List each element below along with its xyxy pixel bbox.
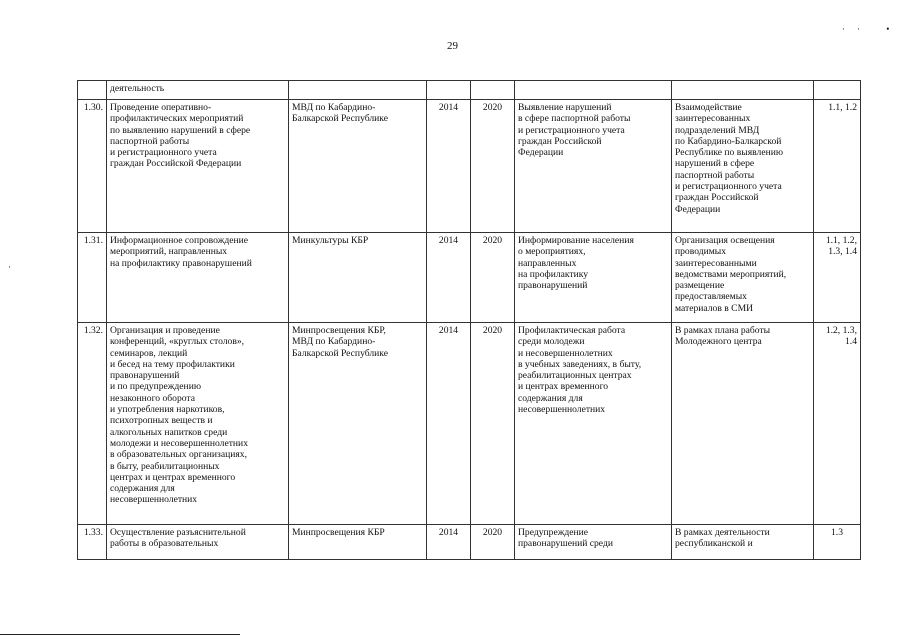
link-text: Взаимодействие заинтересованных подразделений МВД по Кабардино-Балкарской Республике по выявлению нарушений в сфере паспортной работы и регистрационного учета граждан Российской Федерации (675, 102, 784, 215)
executor-text: МВД по Кабардино- Балкарской Республике (292, 102, 388, 125)
executor-text: Минпросвещения КБР, МВД по Кабардино- Балкарской Республике (292, 325, 388, 359)
indicator-cell (814, 525, 861, 560)
result-text: Информирование населения о мероприятиях, направленных на профилактику правонарушений (518, 235, 634, 292)
link-text: В рамках деятельности республиканской и (675, 527, 770, 550)
link-cell (672, 100, 814, 233)
table-row (78, 525, 861, 560)
link-cell (672, 81, 814, 100)
result-cell (515, 81, 672, 100)
result-text: Предупреждение правонарушений среди (518, 527, 613, 550)
link-text: В рамках плана работы Молодежного центра (675, 325, 771, 348)
end-year: 2020 (471, 323, 515, 525)
action-text: Проведение оперативно- профилактических мероприятий по выявлению нарушений в сфере паспортной работы и регистрационного учета граждан Российской Федерации (110, 102, 251, 170)
action-cell (107, 525, 289, 560)
footnote-divider (0, 634, 240, 635)
start-year: 2014 (427, 323, 471, 525)
item-number: 1.31. (78, 233, 107, 323)
result-text: Выявление нарушений в сфере паспортной работы и регистрационного учета граждан Российской Федерации (518, 102, 631, 159)
start-year: 2014 (427, 525, 471, 560)
item-number: 1.33. (78, 525, 107, 560)
start-year: 2014 (427, 233, 471, 323)
result-cell (515, 525, 672, 560)
table-row (78, 100, 861, 233)
executor-cell (289, 233, 427, 323)
action-text: Организация и проведение конференций, «круглых столов», семинаров, лекций и бесед на тему профилактики правонарушений и по предупреждению незаконного оборота и употребления наркотиков, психотропных веществ и алкогольных напитков среди молодежи и несовершеннолетних в образовательных организациях, в быту, реабилитационных центрах и центрах временного содержания для несовершеннолетних (110, 325, 248, 506)
measures-table (77, 80, 861, 560)
table-row (78, 233, 861, 323)
table-row (78, 323, 861, 525)
indicator-cell (814, 81, 861, 100)
start-year (427, 81, 471, 100)
executor-cell (289, 525, 427, 560)
indicator-text: 1.1, 1.2, 1.3, 1.4 (825, 235, 857, 258)
indicator-cell (814, 233, 861, 323)
item-number (78, 81, 107, 100)
item-number: 1.32. (78, 323, 107, 525)
executor-text: Минпросвещения КБР (292, 527, 385, 538)
end-year (471, 81, 515, 100)
link-cell (672, 323, 814, 525)
indicator-text: 1.3 (831, 527, 843, 538)
scan-corner-marks: ·· • (842, 24, 902, 34)
indicator-cell (814, 323, 861, 525)
result-cell (515, 100, 672, 233)
indicator-text: 1.1, 1.2 (828, 102, 857, 113)
link-text: Организация освещения проводимых заинтересованными ведомствами мероприятий, размещение предоставляемых материалов в СМИ (675, 235, 787, 314)
end-year: 2020 (471, 233, 515, 323)
action-cell (107, 100, 289, 233)
result-cell (515, 233, 672, 323)
executor-cell (289, 81, 427, 100)
end-year: 2020 (471, 525, 515, 560)
start-year: 2014 (427, 100, 471, 233)
link-cell (672, 233, 814, 323)
link-cell (672, 525, 814, 560)
action-text: деятельность (110, 83, 165, 94)
indicator-text: 1.2, 1.3, 1.4 (825, 325, 857, 348)
table-row (78, 81, 861, 100)
action-cell (107, 233, 289, 323)
page-number: 29 (447, 40, 458, 52)
result-cell (515, 323, 672, 525)
scan-side-mark: · (8, 262, 11, 272)
indicator-cell (814, 100, 861, 233)
action-text: Информационное сопровождение мероприятий, направленных на профилактику правонарушений (110, 235, 252, 269)
item-number: 1.30. (78, 100, 107, 233)
executor-text: Минкультуры КБР (292, 235, 369, 246)
end-year: 2020 (471, 100, 515, 233)
action-text: Осуществление разъяснительной работы в образовательных (110, 527, 246, 550)
result-text: Профилактическая работа среди молодежи и несовершеннолетних в учебных заведениях, в быту, реабилитационных центрах и центрах временного содержания для несовершеннолетних (518, 325, 642, 416)
executor-cell (289, 100, 427, 233)
action-cell (107, 323, 289, 525)
action-cell (107, 81, 289, 100)
executor-cell (289, 323, 427, 525)
